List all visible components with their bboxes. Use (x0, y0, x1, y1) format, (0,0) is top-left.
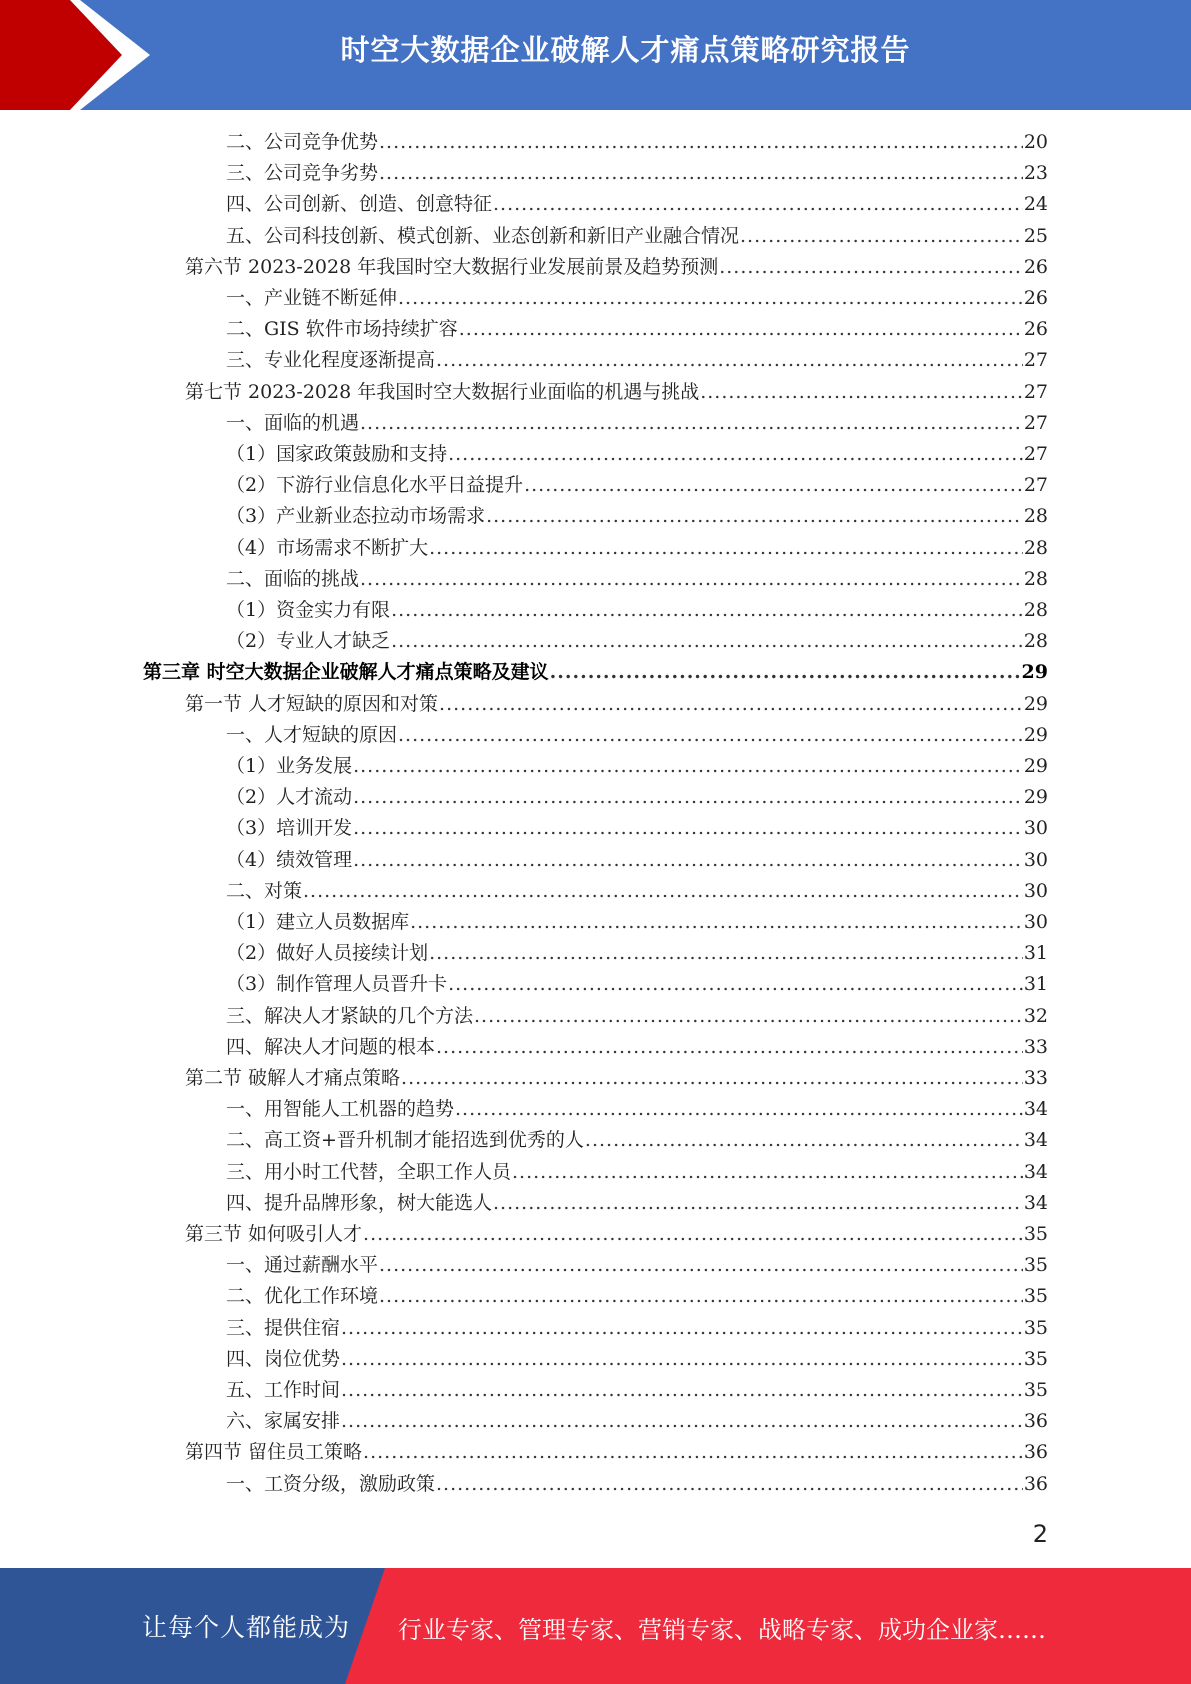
toc-entry[interactable] (226, 1406, 1048, 1437)
toc-dot-leader (360, 408, 1023, 439)
toc-dot-leader (401, 1063, 1023, 1094)
toc-entry-page: 23 (1023, 162, 1048, 185)
toc-entry-page: 32 (1023, 1004, 1048, 1027)
toc-entry[interactable] (226, 1281, 1048, 1312)
page-number: 2 (1032, 1520, 1048, 1548)
toc-dot-leader (363, 1219, 1023, 1250)
toc-entry[interactable] (226, 626, 1048, 657)
toc-entry[interactable] (226, 751, 1048, 782)
toc-entry-page: 26 (1023, 318, 1048, 341)
toc-dot-leader (363, 1437, 1023, 1468)
toc-entry-page: 27 (1023, 349, 1048, 372)
toc-section-entry[interactable] (185, 1219, 1048, 1250)
toc-dot-leader (398, 283, 1023, 314)
toc-entry-title: 四、解决人才问题的根本 (226, 1035, 436, 1058)
toc-entry-page: 28 (1023, 536, 1048, 559)
toc-entry-page: 30 (1023, 848, 1048, 871)
toc-dot-leader (585, 1125, 1023, 1156)
toc-entry[interactable] (226, 127, 1048, 158)
toc-entry-page: 31 (1023, 942, 1048, 965)
toc-entry-page: 29 (1021, 661, 1048, 684)
toc-dot-leader (439, 689, 1023, 720)
toc-dot-leader (391, 626, 1023, 657)
toc-entry-title: 六、家属安排 (226, 1410, 341, 1433)
toc-entry-title: （2）专业人才缺乏 (226, 630, 391, 653)
toc-entry[interactable] (226, 876, 1048, 907)
toc-entry-title: 三、用小时工代替，全职工作人员 (226, 1160, 512, 1183)
toc-entry-page: 31 (1023, 973, 1048, 996)
toc-dot-leader (474, 1001, 1023, 1032)
toc-entry-title: （2）人才流动 (226, 786, 353, 809)
report-title: 时空大数据企业破解人才痛点策略研究报告 (340, 33, 911, 67)
toc-dot-leader (512, 1157, 1023, 1188)
toc-entry[interactable] (226, 158, 1048, 189)
page-footer (0, 1568, 1191, 1684)
footer-roles: 行业专家、管理专家、营销专家、战略专家、成功企业家…… (398, 1616, 1046, 1644)
toc-entry-title: （3）制作管理人员晋升卡 (226, 973, 448, 996)
toc-entry-page: 27 (1023, 443, 1048, 465)
toc-entry-title: 一、用智能人工机器的趋势 (226, 1098, 455, 1121)
toc-section-entry[interactable] (185, 1437, 1048, 1468)
toc-dot-leader (455, 1094, 1023, 1125)
toc-entry[interactable] (226, 969, 1048, 1000)
toc-entry-page: 27 (1023, 380, 1048, 403)
toc-entry-title: 二、面临的挑战 (226, 567, 360, 590)
toc-dot-leader (448, 969, 1023, 1000)
toc-entry[interactable] (226, 283, 1048, 314)
toc-entry-title: 第四节 留住员工策略 (185, 1441, 363, 1464)
toc-entry-page: 27 (1023, 474, 1048, 497)
toc-dot-leader (410, 907, 1023, 938)
toc-entry-title: 第三章 时空大数据企业破解人才痛点策略及建议 (143, 661, 549, 684)
toc-entry-title: 第三节 如何吸引人才 (185, 1223, 363, 1245)
toc-chapter-entry[interactable] (143, 657, 1048, 688)
toc-dot-leader (436, 1032, 1023, 1063)
toc-entry[interactable] (226, 501, 1048, 532)
toc-entry-title: 二、对策 (226, 879, 303, 902)
toc-dot-leader (379, 127, 1023, 158)
toc-entry-page: 28 (1023, 599, 1048, 621)
toc-entry[interactable] (226, 221, 1048, 252)
toc-entry-title: 四、岗位优势 (226, 1347, 341, 1370)
toc-entry[interactable] (226, 345, 1048, 376)
toc-dot-leader (436, 1469, 1023, 1500)
toc-entry-title: （1）国家政策鼓励和支持 (226, 443, 448, 465)
toc-dot-leader (391, 595, 1023, 626)
toc-entry-title: （4）绩效管理 (226, 848, 353, 871)
toc-entry[interactable] (226, 1157, 1048, 1188)
toc-entry[interactable] (226, 470, 1048, 501)
toc-entry-page: 35 (1023, 1316, 1048, 1339)
toc-entry-title: （2）下游行业信息化水平日益提升 (226, 474, 524, 497)
toc-entry[interactable] (226, 782, 1048, 813)
toc-entry-page: 34 (1023, 1191, 1048, 1214)
toc-dot-leader (379, 1281, 1023, 1312)
toc-entry-page: 26 (1023, 287, 1048, 309)
toc-entry[interactable] (226, 1188, 1048, 1219)
toc-dot-leader (353, 751, 1023, 782)
toc-dot-leader (740, 221, 1023, 252)
toc-entry-page: 29 (1023, 692, 1048, 715)
toc-dot-leader (353, 813, 1023, 844)
toc-entry-page: 30 (1023, 879, 1048, 902)
toc-dot-leader (493, 1188, 1023, 1219)
toc-entry[interactable] (226, 1313, 1048, 1344)
toc-dot-leader (486, 501, 1023, 532)
toc-entry[interactable] (226, 595, 1048, 626)
toc-entry[interactable] (226, 845, 1048, 876)
toc-dot-leader (379, 158, 1023, 189)
toc-dot-leader (550, 657, 1021, 688)
toc-entry-page: 36 (1023, 1441, 1048, 1464)
toc-entry-page: 34 (1023, 1098, 1048, 1121)
toc-entry-title: 二、GIS 软件市场持续扩容 (226, 318, 458, 341)
toc-entry[interactable] (226, 1032, 1048, 1063)
toc-entry-title: 三、提供住宿 (226, 1316, 341, 1339)
toc-dot-leader (493, 189, 1023, 220)
toc-entry-title: 四、提升品牌形象，树大能选人 (226, 1191, 493, 1214)
toc-entry-title: （3）产业新业态拉动市场需求 (226, 505, 486, 528)
toc-dot-leader (353, 782, 1023, 813)
toc-dot-leader (719, 252, 1023, 283)
toc-entry-page: 24 (1023, 193, 1048, 216)
toc-entry-page: 33 (1023, 1035, 1048, 1058)
toc-entry-page: 26 (1023, 255, 1048, 278)
toc-entry-title: 三、专业化程度逐渐提高 (226, 349, 436, 372)
toc-entry[interactable] (226, 1125, 1048, 1156)
toc-entry-title: 二、优化工作环境 (226, 1285, 379, 1308)
toc-entry-page: 35 (1023, 1379, 1048, 1401)
toc-entry-title: 一、产业链不断延伸 (226, 287, 398, 309)
toc-entry[interactable] (226, 533, 1048, 564)
toc-dot-leader (379, 1250, 1023, 1281)
toc-entry-title: 第六节 2023-2028 年我国时空大数据行业发展前景及趋势预测 (185, 255, 719, 278)
toc-entry-page: 28 (1023, 505, 1048, 528)
toc-entry[interactable] (226, 938, 1048, 969)
toc-entry[interactable] (226, 1250, 1048, 1281)
toc-entry-page: 28 (1023, 567, 1048, 590)
toc-entry-page: 35 (1023, 1254, 1048, 1277)
toc-entry[interactable] (226, 408, 1048, 439)
toc-entry-page: 34 (1023, 1129, 1048, 1152)
toc-entry-title: 二、高工资+晋升机制才能招选到优秀的人 (226, 1129, 584, 1152)
toc-dot-leader (303, 876, 1023, 907)
toc-entry-page: 29 (1023, 723, 1048, 746)
toc-entry[interactable] (226, 1001, 1048, 1032)
toc-section-entry[interactable] (185, 252, 1048, 283)
toc-entry-title: （4）市场需求不断扩大 (226, 536, 429, 559)
toc-entry-title: 一、面临的机遇 (226, 411, 360, 434)
toc-entry[interactable] (226, 189, 1048, 220)
footer-slogan: 让每个人都能成为 (142, 1613, 351, 1642)
toc-entry-title: 五、工作时间 (226, 1379, 341, 1401)
toc-entry-page: 29 (1023, 755, 1048, 777)
toc-dot-leader (341, 1313, 1023, 1344)
page-header (0, 0, 1191, 110)
toc-entry-title: 二、公司竞争优势 (226, 131, 379, 153)
toc-entry-title: （2）做好人员接续计划 (226, 942, 429, 965)
toc-entry-title: 一、人才短缺的原因 (226, 723, 398, 746)
toc-entry[interactable] (226, 314, 1048, 345)
toc-entry-page: 25 (1023, 224, 1048, 247)
toc-entry-page: 35 (1023, 1223, 1048, 1245)
toc-entry-page: 30 (1023, 911, 1048, 933)
toc-dot-leader (448, 439, 1023, 470)
toc-entry-title: （3）培训开发 (226, 817, 353, 840)
toc-entry-page: 27 (1023, 411, 1048, 434)
toc-entry-title: 一、工资分级，激励政策 (226, 1472, 436, 1495)
toc-entry-page: 30 (1023, 817, 1048, 840)
toc-entry-title: 四、公司创新、创造、创意特征 (226, 193, 493, 216)
toc-entry-title: 三、公司竞争劣势 (226, 162, 379, 185)
toc-section-entry[interactable] (185, 377, 1048, 408)
toc-entry-title: （1）资金实力有限 (226, 599, 391, 621)
toc-dot-leader (341, 1406, 1023, 1437)
toc-dot-leader (436, 345, 1023, 376)
toc-entry[interactable] (226, 564, 1048, 595)
toc-entry-title: 第二节 破解人才痛点策略 (185, 1067, 401, 1089)
toc-dot-leader (341, 1344, 1023, 1375)
toc-section-entry[interactable] (185, 1063, 1048, 1094)
toc-entry-title: 一、通过薪酬水平 (226, 1254, 379, 1277)
toc-dot-leader (459, 314, 1023, 345)
toc-entry-page: 33 (1023, 1067, 1048, 1089)
toc-entry[interactable] (226, 439, 1048, 470)
toc-entry[interactable] (226, 907, 1048, 938)
toc-dot-leader (524, 470, 1023, 501)
toc-entry-title: 三、解决人才紧缺的几个方法 (226, 1004, 474, 1027)
toc-dot-leader (429, 533, 1023, 564)
toc-entry-title: （1）建立人员数据库 (226, 911, 410, 933)
toc-entry-title: 五、公司科技创新、模式创新、业态创新和新旧产业融合情况 (226, 224, 740, 247)
toc-entry[interactable] (226, 1094, 1048, 1125)
toc-entry-title: 第七节 2023-2028 年我国时空大数据行业面临的机遇与挑战 (185, 380, 700, 403)
toc-entry[interactable] (226, 813, 1048, 844)
toc-entry-page: 36 (1023, 1410, 1048, 1433)
toc-section-entry[interactable] (185, 689, 1048, 720)
toc-dot-leader (700, 377, 1023, 408)
toc-entry-page: 34 (1023, 1160, 1048, 1183)
toc-entry-page: 28 (1023, 630, 1048, 653)
toc-entry-page: 35 (1023, 1347, 1048, 1370)
toc-entry-page: 29 (1023, 786, 1048, 809)
toc-entry[interactable] (226, 1344, 1048, 1375)
toc-entry-title: 第一节 人才短缺的原因和对策 (185, 692, 439, 715)
toc-dot-leader (398, 720, 1023, 751)
toc-dot-leader (353, 845, 1023, 876)
toc-dot-leader (429, 938, 1023, 969)
toc-dot-leader (360, 564, 1023, 595)
toc-entry-page: 35 (1023, 1285, 1048, 1308)
toc-entry[interactable] (226, 1469, 1048, 1500)
toc-entry-title: （1）业务发展 (226, 755, 353, 777)
toc-dot-leader (341, 1375, 1023, 1406)
toc-entry-page: 20 (1023, 131, 1048, 153)
toc-entry[interactable] (226, 1375, 1048, 1406)
toc-entry-page: 36 (1023, 1472, 1048, 1495)
toc-entry[interactable] (226, 720, 1048, 751)
